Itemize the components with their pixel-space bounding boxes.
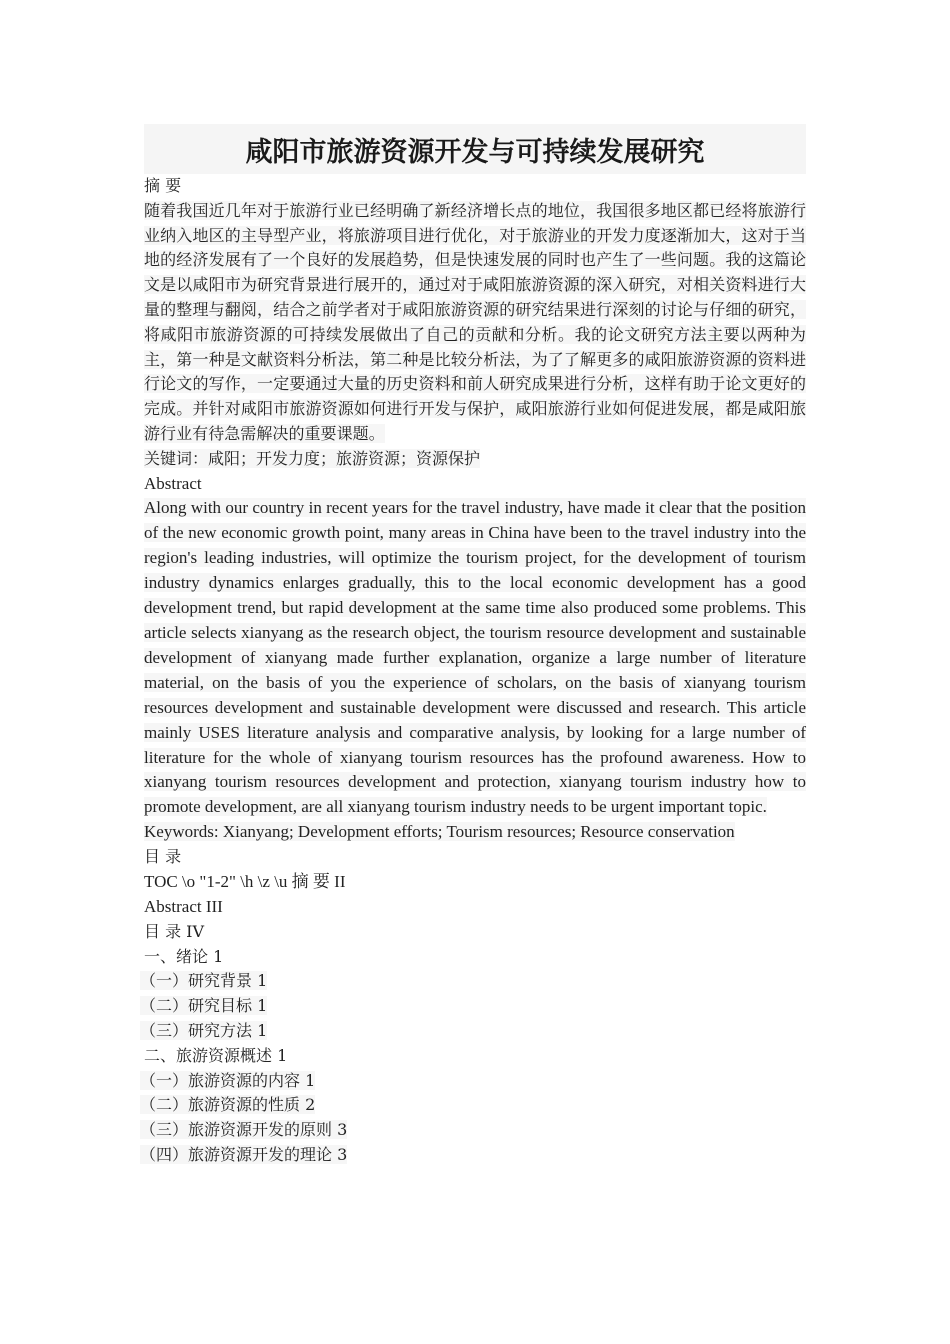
toc-field: TOC \o "1-2" \h \z \u 摘 要 II bbox=[144, 871, 346, 891]
toc-item-text: （四）旅游资源开发的理论 3 bbox=[140, 1144, 348, 1164]
toc-item[interactable]: 一、绪论 1 bbox=[144, 946, 224, 966]
keywords-en bbox=[144, 820, 806, 845]
abstract-cn-text: 随着我国近几年对于旅游行业已经明确了新经济增长点的地位，我国很多地区都已经将旅游行业纳入地区的主导型产业，将旅游项目进行优化，对于旅游业的开发力度逐渐加大，这对于当地的经济发展有了一个良好的发展趋势，但是快速发展的同时也产生了一些问题。我的这篇论文是以咸阳市为研究背景进行展开的，通过对于咸阳旅游资源的深入研究，对相关资料进行大量的整理与翻阅，结合之前学者对于咸阳旅游资源的研究结果进行深刻的讨论与仔细的研究，将咸阳市旅游资源的可持续发展做出了自己的贡献和分析。我的论文研究方法主要以两种为主，第一种是文献资料分析法，第二种是比较分析法，为了了解更多的咸阳旅游资源的资料进行论文的写作，一定要通过大量的历史资料和前人研究成果进行分析，这样有助于论文更好的完成。并针对咸阳市旅游资源如何进行开发与保护，咸阳旅游行业如何促进发展，都是咸阳旅游行业有待急需解决的重要课题。 bbox=[144, 200, 806, 443]
toc-item-text: （一）旅游资源的内容 1 bbox=[140, 1070, 316, 1090]
toc-item[interactable] bbox=[140, 1118, 806, 1143]
toc-item[interactable]: Abstract III bbox=[144, 896, 223, 916]
abstract-en-body bbox=[144, 496, 806, 820]
toc-item-text: （一）研究背景 1 bbox=[140, 971, 268, 991]
abstract-en-heading: Abstract bbox=[144, 473, 202, 493]
toc-item-text: （二）旅游资源的性质 2 bbox=[140, 1095, 316, 1115]
keywords-en-text: Keywords: Xianyang; Development efforts; Tourism resources; Resource conservation bbox=[144, 822, 735, 842]
toc-heading: 目 录 bbox=[144, 847, 182, 867]
toc-item[interactable]: 目 录 IV bbox=[144, 921, 205, 941]
title-band bbox=[144, 124, 806, 174]
toc-item-text: （三）旅游资源开发的原则 3 bbox=[140, 1120, 348, 1140]
toc-item[interactable] bbox=[140, 1019, 806, 1044]
keywords-cn-text: 关键词：咸阳；开发力度；旅游资源；资源保护 bbox=[144, 448, 481, 468]
abstract-cn-body bbox=[144, 199, 806, 447]
document-title: 咸阳市旅游资源开发与可持续发展研究 bbox=[245, 136, 705, 168]
abstract-en-text: Along with our country in recent years for the travel industry, have made it clear that the position of the new economic growth point, many areas in China have been to the travel industry into the region's leading industries, will optimize the tourism project, for the development of tourism industry dynamics enlarges gradually, this to the local economic development has a good development trend, but rapid development at the same time also produced some problems. This article selects xianyang as the research object, the tourism resource development and sustainable development of xianyang made further explanation, organize a large number of literature material, on the basis of you the experience of scholars, on the basis of xianyang tourism resources development and sustainable development were discussed and research. This article mainly USES literature analysis and comparative analysis, by looking for a large number of literature for the whole of xianyang tourism resources has the profound awareness. How to xianyang tourism resources development and protection, xianyang tourism industry how to promote development, are all xianyang tourism industry needs to be urgent important topic. bbox=[144, 498, 806, 817]
document-page bbox=[140, 124, 806, 1168]
toc-item[interactable] bbox=[140, 969, 806, 994]
toc-item-text: （三）研究方法 1 bbox=[140, 1020, 268, 1040]
toc-item[interactable] bbox=[140, 1143, 806, 1168]
toc-item[interactable]: 二、旅游资源概述 1 bbox=[144, 1045, 288, 1065]
toc-item-text: （二）研究目标 1 bbox=[140, 996, 268, 1016]
toc-item[interactable] bbox=[140, 1069, 806, 1094]
keywords-cn bbox=[144, 447, 806, 472]
abstract-cn-heading: 摘 要 bbox=[144, 176, 182, 195]
toc-item[interactable] bbox=[140, 1093, 806, 1118]
toc-item[interactable] bbox=[140, 994, 806, 1019]
toc-list bbox=[140, 895, 806, 1168]
